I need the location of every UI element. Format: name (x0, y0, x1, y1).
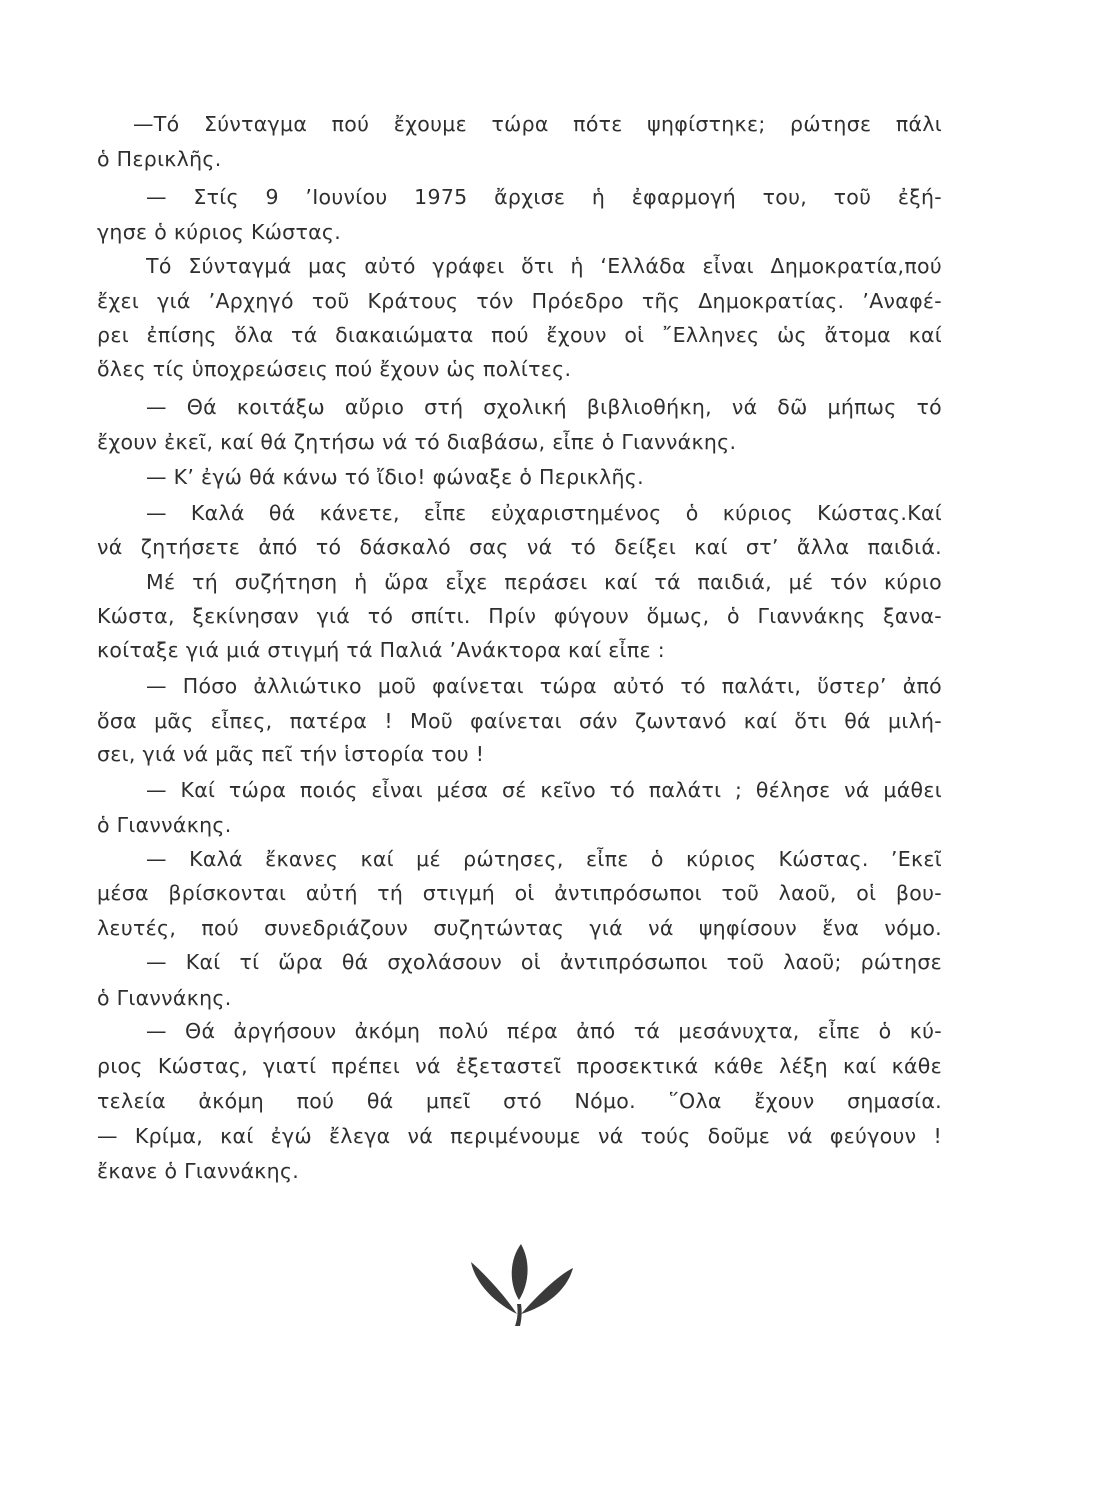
text-line: —Τό Σύνταγμα πού ἔχουμε τώρα πότε ψηφίστηκε; ρώτησε πάλι (133, 112, 942, 136)
text-line: ριος Κώστας, γιατί πρέπει νά ἐξεταστεῖ προσεκτικά κάθε λέξη καί κάθε (97, 1054, 942, 1078)
text-line: — Καί τί ὥρα θά σχολάσουν οἱ ἀντιπρόσωποι τοῦ λαοῦ; ρώτησε (146, 950, 942, 974)
text-line: — Καί τώρα ποιός εἶναι μέσα σέ κεῖνο τό παλάτι ; θέλησε νά μάθει (146, 778, 942, 802)
text-line: κοίταξε γιά μιά στιγμή τά Παλιά ’Ανάκτορα καί εἶπε : (97, 638, 665, 662)
text-line: — Θά κοιτάξω αὔριο στή σχολική βιβλιοθήκη, νά δῶ μήπως τό (146, 395, 942, 419)
text-line: λευτές, πού συνεδριάζουν συζητώντας γιά νά ψηφίσουν ἕνα νόμο. (97, 916, 942, 940)
text-line: Τό Σύνταγμά μας αὐτό γράφει ὅτι ἡ ‘Ελλάδα εἶναι Δημοκρατία,πού (146, 254, 942, 278)
text-line: ὁ Γιαννάκης. (97, 986, 232, 1010)
leaf-sprig-icon (465, 1240, 575, 1326)
text-line: νά ζητήσετε ἀπό τό δάσκαλό σας νά τό δείξει καί στ’ ἄλλα παιδιά. (97, 535, 942, 559)
text-line: σει, γιά νά μᾶς πεῖ τήν ἱστορία του ! (97, 742, 485, 766)
text-line: — Καλά ἔκανες καί μέ ρώτησες, εἶπε ὁ κύριος Κώστας. ’Εκεῖ (146, 847, 942, 871)
text-line: ρει ἐπίσης ὅλα τά διακαιώματα πού ἔχουν οἱ ῎Ελληνες ὡς ἄτομα καί (97, 323, 942, 347)
text-line: ὁ Γιαννάκης. (97, 813, 232, 837)
text-line: — Στίς 9 ’Ιουνίου 1975 ἄρχισε ἡ ἐφαρμογή του, τοῦ ἐξή- (146, 185, 942, 209)
text-line: ὁ Περικλῆς. (97, 147, 222, 171)
text-line: ἔκανε ὁ Γιαννάκης. (97, 1159, 300, 1183)
text-line: μέσα βρίσκονται αὐτή τή στιγμή οἱ ἀντιπρόσωποι τοῦ λαοῦ, οἱ βου- (97, 881, 942, 905)
text-line: — Κ’ ἐγώ θά κάνω τό ἴδιο! φώναξε ὁ Περικλῆς. (146, 465, 644, 489)
text-line: ἔχει γιά ’Αρχηγό τοῦ Κράτους τόν Πρόεδρο τῆς Δημοκρατίας. ’Αναφέ- (97, 289, 942, 313)
text-line: — Κρίμα, καί ἐγώ ἔλεγα νά περιμένουμε νά τούς δοῦμε νά φεύγουν ! (97, 1124, 942, 1148)
text-line: ἔχουν ἐκεῖ, καί θά ζητήσω νά τό διαβάσω, εἶπε ὁ Γιαννάκης. (97, 430, 737, 454)
text-line: γησε ὁ κύριος Κώστας. (97, 220, 342, 244)
text-line: — Θά ἀργήσουν ἀκόμη πολύ πέρα ἀπό τά μεσάνυχτα, εἶπε ὁ κύ- (146, 1019, 942, 1043)
text-line: Μέ τή συζήτηση ἡ ὥρα εἶχε περάσει καί τά παιδιά, μέ τόν κύριο (146, 570, 942, 594)
text-line: Κώστα, ξεκίνησαν γιά τό σπίτι. Πρίν φύγουν ὅμως, ὁ Γιαννάκης ξανα- (97, 604, 942, 628)
text-line: τελεία ἀκόμη πού θά μπεῖ στό Νόμο. ῞Ολα ἔχουν σημασία. (97, 1089, 942, 1113)
text-line: ὅλες τίς ὑποχρεώσεις πού ἔχουν ὡς πολίτες. (97, 357, 572, 381)
text-line: ὅσα μᾶς εἶπες, πατέρα ! Μοῦ φαίνεται σάν ζωντανό καί ὅτι θά μιλή- (97, 709, 942, 733)
text-line: — Πόσο ἀλλιώτικο μοῦ φαίνεται τώρα αὐτό τό παλάτι, ὕστερ’ ἀπό (146, 674, 942, 698)
text-line: — Καλά θά κάνετε, εἶπε εὐχαριστημένος ὁ κύριος Κώστας.Καί (146, 501, 942, 525)
